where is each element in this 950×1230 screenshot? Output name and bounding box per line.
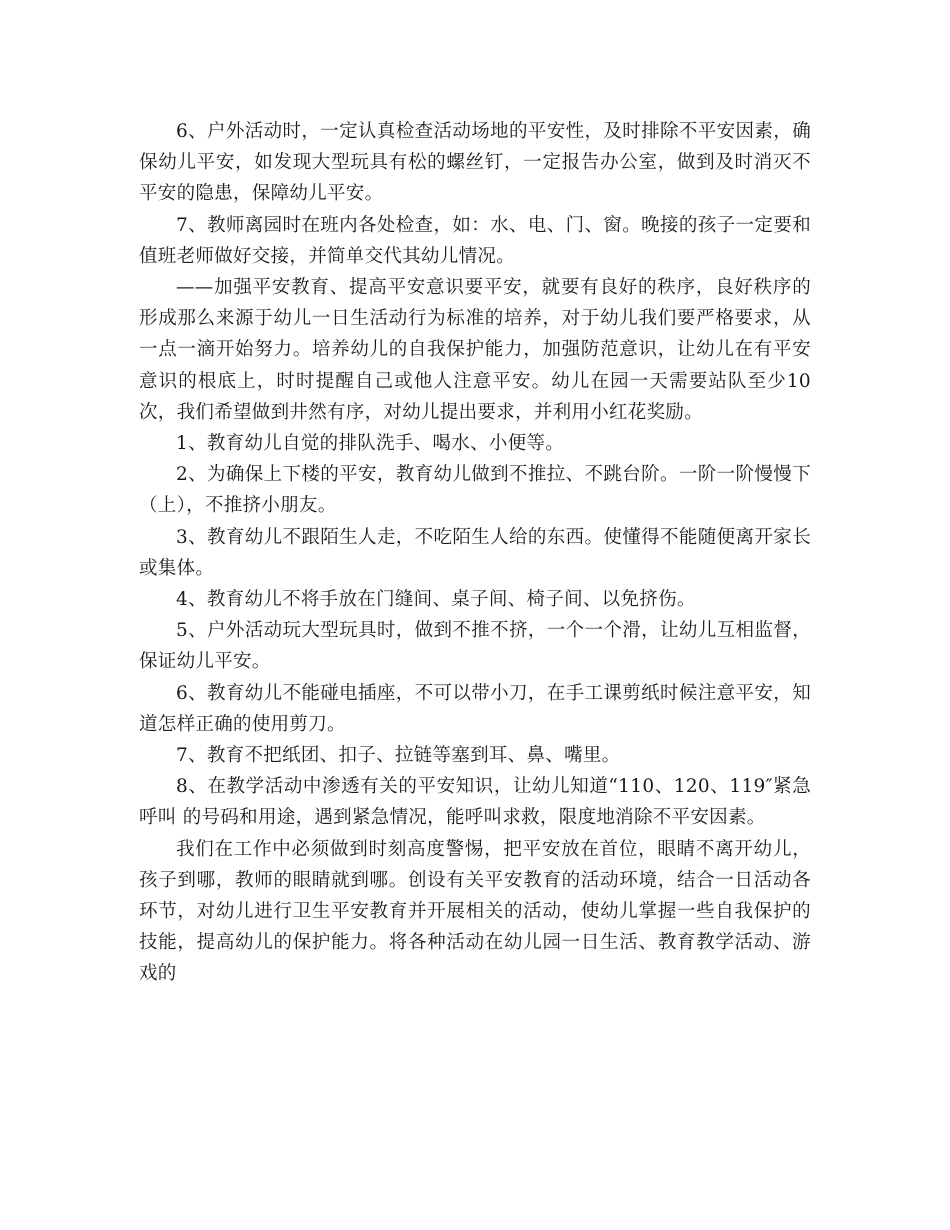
paragraph-item-7: 7、教育不把纸团、扣子、拉链等塞到耳、鼻、嘴里。 <box>176 745 621 767</box>
paragraph-safety-education: ——加强平安教育、提高平安意识要平安，就要有良好的秩序，良好秩序的形成那么来源于幼儿一日生活动行为标准的培养，对于幼儿我们要严格要求，从一点一滴开始努力。培养幼儿的自我保护能力，加强防范意识，让幼儿在有平安意识的根底上，时时提醒自己或他人注意平安。幼儿在园一天需要站队至少10次，我们希望做到井然有序，对幼儿提出要求，并利用小红花奖励。 <box>139 277 811 423</box>
paragraph-item-4: 4、教育幼儿不将手放在门缝间、桌子间、椅子间、以免挤伤。 <box>176 589 696 611</box>
paragraph-item-6: 6、教育幼儿不能碰电插座，不可以带小刀，在手工课剪纸时候注意平安，知道怎样正确的使用剪刀。 <box>139 682 811 735</box>
paragraph-leaving-check: 7、教师离园时在班内各处检查，如：水、电、门、窗。晚接的孩子一定要和值班老师做好交接，并简单交代其幼儿情况。 <box>139 214 811 267</box>
document-body <box>139 116 811 990</box>
paragraph-item-8: 8、在教学活动中渗透有关的平安知识，让幼儿知道“110、120、119″紧急呼叫 的号码和用途，遇到紧急情况，能呼叫求救，限度地消除不平安因素。 <box>139 776 811 829</box>
paragraph-closing: 我们在工作中必须做到时刻高度警惕，把平安放在首位，眼睛不离开幼儿，孩子到哪，教师的眼睛就到哪。创设有关平安教育的活动环境，结合一日活动各环节，对幼儿进行卫生平安教育并开展相关的活动，使幼儿掌握一些自我保护的技能，提高幼儿的保护能力。将各种活动在幼儿园一日生活、教育教学活动、游戏的 <box>139 838 811 985</box>
paragraph-item-5: 5、户外活动玩大型玩具时，做到不推不挤，一个一个滑，让幼儿互相监督，保证幼儿平安。 <box>139 620 811 673</box>
paragraph-item-2: 2、为确保上下楼的平安，教育幼儿做到不推拉、不跳台阶。一阶一阶慢慢下（上），不推挤小朋友。 <box>139 464 811 517</box>
paragraph-item-1: 1、教育幼儿自觉的排队洗手、喝水、小便等。 <box>176 433 565 455</box>
paragraph-item-3: 3、教育幼儿不跟陌生人走，不吃陌生人给的东西。使懂得不能随便离开家长或集体。 <box>139 526 811 579</box>
paragraph-outdoor-check: 6、户外活动时，一定认真检查活动场地的平安性，及时排除不平安因素，确保幼儿平安，如发现大型玩具有松的螺丝钉，一定报告办公室，做到及时消灭不平安的隐患，保障幼儿平安。 <box>139 121 811 205</box>
